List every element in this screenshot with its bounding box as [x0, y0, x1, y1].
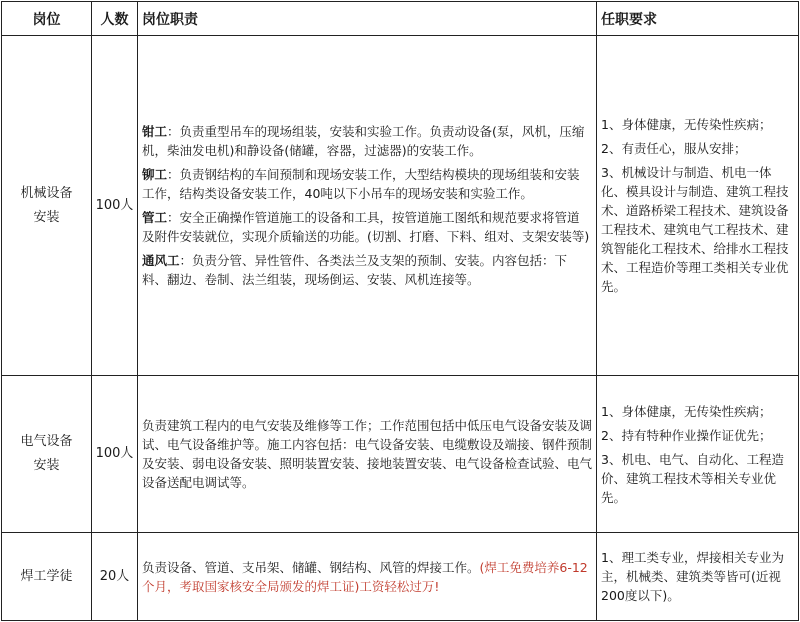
position-name: 电气设备: [20, 434, 73, 449]
duties-cell: [138, 533, 597, 621]
header-position: 岗位: [2, 2, 92, 36]
header-requirements: 任职要求: [597, 2, 799, 36]
count-cell: 100人: [92, 376, 138, 533]
duty-item: 铆工：负责钢结构的车间预制和现场安装工作，大型结构模块的现场组装和安装工作，结构类设备安装工作，40吨以下小吊车的现场安装和实验工作。: [142, 167, 580, 201]
duty-text: 负责建筑工程内的电气安装及维修等工作；工作范围包括中低压电气设备安装及调试、电气设备维护等。施工内容包括：电气设备安装、电缆敷设及端接、钢件预制及安装、弱电设备安装、照明装置安装、接地装置安装、电气设备检查试验、电气设备送配电调试等。: [142, 418, 593, 490]
duty-item: 通风工：负责分管、异性管件、各类法兰及支架的预制、安装。内容包括：下料、翻边、卷制、法兰组装，现场倒运、安装、风机连接等。: [142, 253, 568, 287]
job-table: [1, 1, 799, 621]
position-name: 机械设备: [20, 185, 73, 201]
header-count: 人数: [92, 2, 138, 36]
position-name-line2: 安装: [33, 209, 60, 225]
requirement-item: 2、持有特种作业操作证优先；: [601, 427, 772, 443]
count-cell: 20人: [92, 533, 138, 621]
table-row: [2, 36, 799, 376]
duty-text: 负责设备、管道、支吊架、储罐、钢结构、风管的焊接工作。: [142, 559, 480, 575]
duties-cell: [138, 36, 597, 376]
position-cell: [2, 376, 92, 533]
duty-item: 钳工：负责重型吊车的现场组装，安装和实验工作。负责动设备(泵，风机，压缩机，柴油发电机)和静设备(储罐，容器，过滤器)的安装工作。: [142, 124, 585, 158]
requirement-item: 3、机械设计与制造、机电一体化、模具设计与制造、建筑工程技术、道路桥梁工程技术、建筑设备工程技术、建筑电气工程技术、建筑智能化工程技术、给排水工程技术、工程造价等理工类相关专业优先。: [601, 165, 789, 294]
requirement-item: 1、理工类专业，焊接相关专业为主，机械类、建筑类等皆可(近视200度以下)。: [601, 550, 784, 603]
requirements-cell: [597, 376, 799, 533]
requirements-cell: [597, 533, 799, 621]
requirements-cell: [597, 36, 799, 376]
table-row: [2, 533, 799, 621]
position-cell: [2, 36, 92, 376]
duty-highlight: (焊工免费培养6-12个月，考取国家核安全局颁发的焊工证)工资轻松过万!: [142, 559, 588, 594]
count-cell: 100人: [92, 36, 138, 376]
duty-item: 管工：安全正确操作管道施工的设备和工具，按管道施工图纸和规范要求将管道及附件安装就位，实现介质输送的功能。(切割、打磨、下料、组对、支架安装等): [142, 210, 590, 244]
table-row: [2, 376, 799, 533]
position-name-line2: 安装: [33, 458, 60, 473]
duties-cell: [138, 376, 597, 533]
requirement-item: 1、身体健康，无传染性疾病；: [601, 403, 772, 419]
requirement-item: 3、机电、电气、自动化、工程造价、建筑工程技术等相关专业优先。: [601, 451, 784, 505]
requirement-item: 2、有责任心，服从安排；: [601, 141, 747, 156]
header-row: [2, 2, 799, 36]
header-duties: 岗位职责: [138, 2, 597, 36]
position-cell: 焊工学徒: [2, 533, 92, 621]
requirement-item: 1、身体健康，无传染性疾病；: [601, 117, 772, 132]
